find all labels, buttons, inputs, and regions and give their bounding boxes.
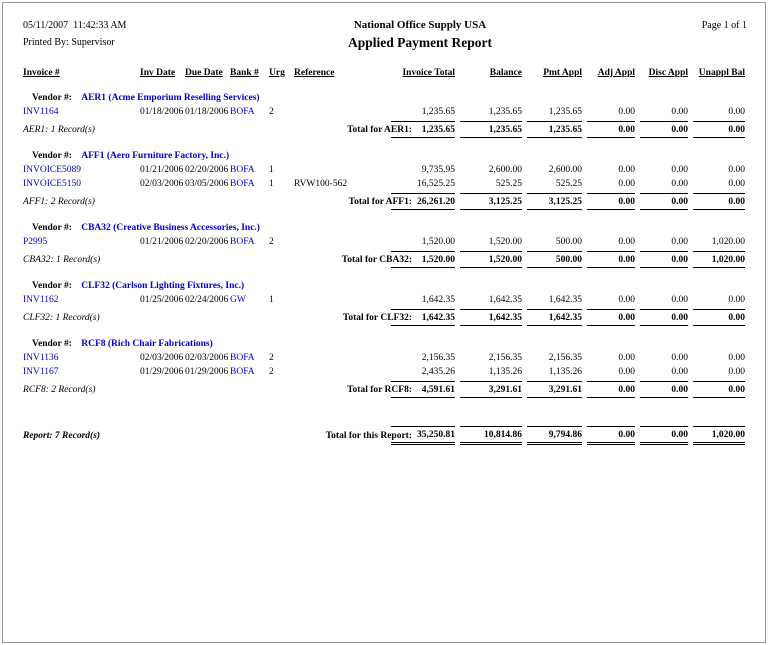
group-summary-row [23, 251, 747, 268]
urgency-cell: 2 [269, 107, 274, 117]
invoice-date-cell: 02/03/2006 [140, 353, 184, 363]
bank-code-link[interactable]: BOFA [230, 353, 255, 363]
discount-applied-cell: 0.00 [671, 107, 688, 117]
discount-applied-cell: 0.00 [671, 237, 688, 247]
invoice-number-link[interactable]: INV1164 [23, 107, 59, 117]
report-total-invoice-total: 35,250.81 [391, 426, 455, 445]
invoice-date-cell: 01/21/2006 [140, 237, 184, 247]
reference-cell [294, 351, 386, 365]
group-total-invoice-total: 1,642.35 [391, 309, 455, 326]
due-date-cell: 01/18/2006 [185, 107, 229, 117]
discount-applied-cell: 0.00 [671, 295, 688, 305]
payment-applied-cell: 500.00 [555, 237, 582, 247]
invoice-date-cell: 01/21/2006 [140, 165, 184, 175]
reference-cell [294, 105, 386, 119]
invoice-row [23, 293, 747, 307]
urgency-cell: 2 [269, 237, 274, 247]
urgency-cell: 1 [269, 165, 274, 175]
balance-cell: 1,642.35 [488, 295, 522, 305]
group-total-label: Total for RCF8: [347, 384, 412, 395]
group-total-label: Total for AER1: [347, 124, 412, 135]
vendor-invoice-rows [23, 293, 747, 307]
col-header-inv-date: Inv Date [140, 68, 176, 78]
invoice-date-cell: 02/03/2006 [140, 179, 184, 189]
group-total-invoice-total: 1,520.00 [391, 251, 455, 268]
vendor-name-link[interactable]: CBA32 (Creative Business Accessories, Inc.) [81, 223, 260, 233]
report-total-balance: 10,814.86 [460, 426, 522, 445]
balance-cell: 1,520.00 [488, 237, 522, 247]
report-total-adj-appl: 0.00 [587, 426, 635, 445]
balance-cell: 525.25 [495, 179, 522, 189]
col-header-urg: Urg [269, 68, 285, 78]
group-summary-row [23, 309, 747, 326]
group-record-count: AER1: 1 Record(s) [23, 124, 95, 135]
urgency-cell: 1 [269, 295, 274, 305]
group-total-unappl-bal: 1,020.00 [693, 251, 745, 268]
balance-cell: 2,600.00 [488, 165, 522, 175]
unapplied-balance-cell: 0.00 [728, 179, 745, 189]
payment-applied-cell: 1,135.26 [548, 367, 582, 377]
report-page [2, 2, 766, 643]
group-total-balance: 1,642.35 [460, 309, 522, 326]
vendor-name-link[interactable]: AFF1 (Aero Furniture Factory, Inc.) [81, 151, 230, 161]
group-total-unappl-bal: 0.00 [693, 193, 745, 210]
invoice-total-cell: 16,525.25 [417, 179, 455, 189]
bank-code-link[interactable]: BOFA [230, 165, 255, 175]
vendor-invoice-rows [23, 351, 747, 379]
group-total-disc-appl: 0.00 [640, 309, 688, 326]
due-date-cell: 02/20/2006 [185, 165, 229, 175]
group-total-adj-appl: 0.00 [587, 193, 635, 210]
column-header-row [23, 66, 747, 80]
group-total-pmt-appl: 1,235.65 [527, 121, 582, 138]
col-header-pmt-appl: Pmt Appl [543, 68, 582, 78]
group-total-disc-appl: 0.00 [640, 381, 688, 398]
report-title: Applied Payment Report [348, 35, 492, 50]
payment-applied-cell: 1,642.35 [548, 295, 582, 305]
group-total-adj-appl: 0.00 [587, 121, 635, 138]
adjustment-applied-cell: 0.00 [618, 165, 635, 175]
adjustment-applied-cell: 0.00 [618, 295, 635, 305]
invoice-total-cell: 2,435.26 [421, 367, 455, 377]
group-record-count: AFF1: 2 Record(s) [23, 196, 95, 207]
urgency-cell: 2 [269, 367, 274, 377]
payment-applied-cell: 2,156.35 [548, 353, 582, 363]
group-total-pmt-appl: 500.00 [527, 251, 582, 268]
group-total-unappl-bal: 0.00 [693, 121, 745, 138]
group-record-count: RCF8: 2 Record(s) [23, 384, 96, 395]
adjustment-applied-cell: 0.00 [618, 107, 635, 117]
group-total-invoice-total: 4,591.61 [391, 381, 455, 398]
discount-applied-cell: 0.00 [671, 179, 688, 189]
report-summary-row [23, 426, 747, 445]
invoice-row [23, 177, 747, 191]
invoice-total-cell: 1,520.00 [421, 237, 455, 247]
invoice-total-cell: 2,156.35 [421, 353, 455, 363]
vendor-header-row [23, 149, 747, 163]
discount-applied-cell: 0.00 [671, 165, 688, 175]
invoice-number-link[interactable]: INVOICE5150 [23, 179, 82, 189]
col-header-reference: Reference [294, 68, 335, 78]
group-total-balance: 3,125.25 [460, 193, 522, 210]
group-summary-row [23, 381, 747, 398]
col-header-disc-appl: Disc Appl [648, 68, 688, 78]
reference-cell [294, 235, 386, 249]
balance-cell: 1,135.26 [488, 367, 522, 377]
unapplied-balance-cell: 0.00 [728, 295, 745, 305]
col-header-invoice: Invoice # [23, 68, 60, 78]
vendor-header-row [23, 221, 747, 235]
unapplied-balance-cell: 0.00 [728, 165, 745, 175]
balance-cell: 2,156.35 [488, 353, 522, 363]
vendor-header-row [23, 91, 747, 105]
group-total-disc-appl: 0.00 [640, 121, 688, 138]
report-body [23, 91, 747, 398]
invoice-row [23, 351, 747, 365]
group-summary-row [23, 193, 747, 210]
reference-cell: RVW100-562 [294, 179, 348, 189]
invoice-date-cell: 01/18/2006 [140, 107, 184, 117]
vendor-group [23, 149, 747, 210]
due-date-cell: 01/29/2006 [185, 367, 229, 377]
invoice-row [23, 235, 747, 249]
vendor-group [23, 91, 747, 138]
col-header-due-date: Due Date [185, 68, 223, 78]
invoice-row [23, 105, 747, 119]
invoice-number-link[interactable]: INV1167 [23, 367, 59, 377]
group-total-disc-appl: 0.00 [640, 193, 688, 210]
vendor-number-label: Vendor #: [32, 281, 72, 291]
group-total-adj-appl: 0.00 [587, 381, 635, 398]
vendor-name-link[interactable]: CLF32 (Carlson Lighting Fixtures, Inc.) [81, 281, 245, 291]
due-date-cell: 02/24/2006 [185, 295, 229, 305]
invoice-total-cell: 9,735.95 [421, 165, 455, 175]
report-total-pmt-appl: 9,794.86 [527, 426, 582, 445]
bank-code-link[interactable]: BOFA [230, 107, 255, 117]
invoice-number-link[interactable]: INV1162 [23, 295, 59, 305]
vendor-name-link[interactable]: RCF8 (Rich Chair Fabrications) [81, 339, 213, 349]
report-datetime: 05/11/2007 11:42:33 AM [23, 20, 127, 31]
reference-cell [294, 365, 386, 379]
col-header-unappl-bal: Unappl Bal [698, 68, 745, 78]
unapplied-balance-cell: 0.00 [728, 367, 745, 377]
adjustment-applied-cell: 0.00 [618, 179, 635, 189]
payment-applied-cell: 2,600.00 [548, 165, 582, 175]
adjustment-applied-cell: 0.00 [618, 237, 635, 247]
vendor-header-row [23, 337, 747, 351]
group-total-balance: 1,520.00 [460, 251, 522, 268]
invoice-row [23, 163, 747, 177]
group-total-pmt-appl: 3,291.61 [527, 381, 582, 398]
invoice-total-cell: 1,235.65 [421, 107, 455, 117]
reference-cell [294, 293, 386, 307]
col-header-invoice-total: Invoice Total [402, 68, 455, 78]
page-header [23, 17, 747, 52]
printed-by: Printed By: Supervisor [23, 37, 115, 48]
discount-applied-cell: 0.00 [671, 367, 688, 377]
payment-applied-cell: 525.25 [555, 179, 582, 189]
group-total-invoice-total: 26,261.20 [391, 193, 455, 210]
adjustment-applied-cell: 0.00 [618, 353, 635, 363]
invoice-row [23, 365, 747, 379]
group-total-adj-appl: 0.00 [587, 309, 635, 326]
invoice-number-link[interactable]: P2995 [23, 237, 48, 247]
balance-cell: 1,235.65 [488, 107, 522, 117]
unapplied-balance-cell: 1,020.00 [711, 237, 745, 247]
group-total-label: Total for AFF1: [348, 196, 412, 207]
reference-cell [294, 163, 386, 177]
group-total-label: Total for CBA32: [341, 254, 412, 265]
adjustment-applied-cell: 0.00 [618, 367, 635, 377]
vendor-name-link[interactable]: AER1 (Acme Emporium Reselling Services) [81, 93, 260, 103]
vendor-header-row [23, 279, 747, 293]
vendor-number-label: Vendor #: [32, 151, 72, 161]
report-total-disc-appl: 0.00 [640, 426, 688, 445]
group-total-pmt-appl: 3,125.25 [527, 193, 582, 210]
discount-applied-cell: 0.00 [671, 353, 688, 363]
bank-code-link[interactable]: GW [230, 295, 246, 305]
unapplied-balance-cell: 0.00 [728, 107, 745, 117]
vendor-number-label: Vendor #: [32, 339, 72, 349]
vendor-group [23, 337, 747, 398]
group-total-disc-appl: 0.00 [640, 251, 688, 268]
group-total-label: Total for CLF32: [342, 312, 412, 323]
due-date-cell: 02/20/2006 [185, 237, 229, 247]
invoice-total-cell: 1,642.35 [421, 295, 455, 305]
bank-code-link[interactable]: BOFA [230, 367, 255, 377]
group-summary-row [23, 121, 747, 138]
report-total-unappl-bal: 1,020.00 [693, 426, 745, 445]
group-total-pmt-appl: 1,642.35 [527, 309, 582, 326]
vendor-invoice-rows [23, 163, 747, 191]
vendor-invoice-rows [23, 105, 747, 119]
due-date-cell: 03/05/2006 [185, 179, 229, 189]
report-record-count: Report: 7 Record(s) [23, 430, 101, 441]
report-total-label: Total for this Report: [325, 430, 412, 441]
unapplied-balance-cell: 0.00 [728, 353, 745, 363]
header-left [23, 17, 213, 51]
vendor-group [23, 279, 747, 326]
group-total-adj-appl: 0.00 [587, 251, 635, 268]
group-total-balance: 1,235.65 [460, 121, 522, 138]
group-total-unappl-bal: 0.00 [693, 309, 745, 326]
invoice-date-cell: 01/25/2006 [140, 295, 184, 305]
vendor-number-label: Vendor #: [32, 93, 72, 103]
col-header-balance: Balance [489, 68, 522, 78]
group-record-count: CBA32: 1 Record(s) [23, 254, 101, 265]
vendor-group [23, 221, 747, 268]
payment-applied-cell: 1,235.65 [548, 107, 582, 117]
urgency-cell: 2 [269, 353, 274, 363]
group-record-count: CLF32: 1 Record(s) [23, 312, 100, 323]
group-total-balance: 3,291.61 [460, 381, 522, 398]
bank-code-link[interactable]: BOFA [230, 237, 255, 247]
group-total-unappl-bal: 0.00 [693, 381, 745, 398]
page-number: Page 1 of 1 [701, 20, 747, 31]
company-name: National Office Supply USA [353, 19, 487, 31]
vendor-invoice-rows [23, 235, 747, 249]
due-date-cell: 02/03/2006 [185, 353, 229, 363]
invoice-number-link[interactable]: INV1136 [23, 353, 59, 363]
invoice-date-cell: 01/29/2006 [140, 367, 184, 377]
header-center [213, 17, 627, 52]
col-header-adj-appl: Adj Appl [597, 68, 635, 78]
vendor-number-label: Vendor #: [32, 223, 72, 233]
col-header-bank: Bank # [230, 68, 259, 78]
bank-code-link[interactable]: BOFA [230, 179, 255, 189]
invoice-number-link[interactable]: INVOICE5089 [23, 165, 82, 175]
urgency-cell: 1 [269, 179, 274, 189]
group-total-invoice-total: 1,235.65 [391, 121, 455, 138]
